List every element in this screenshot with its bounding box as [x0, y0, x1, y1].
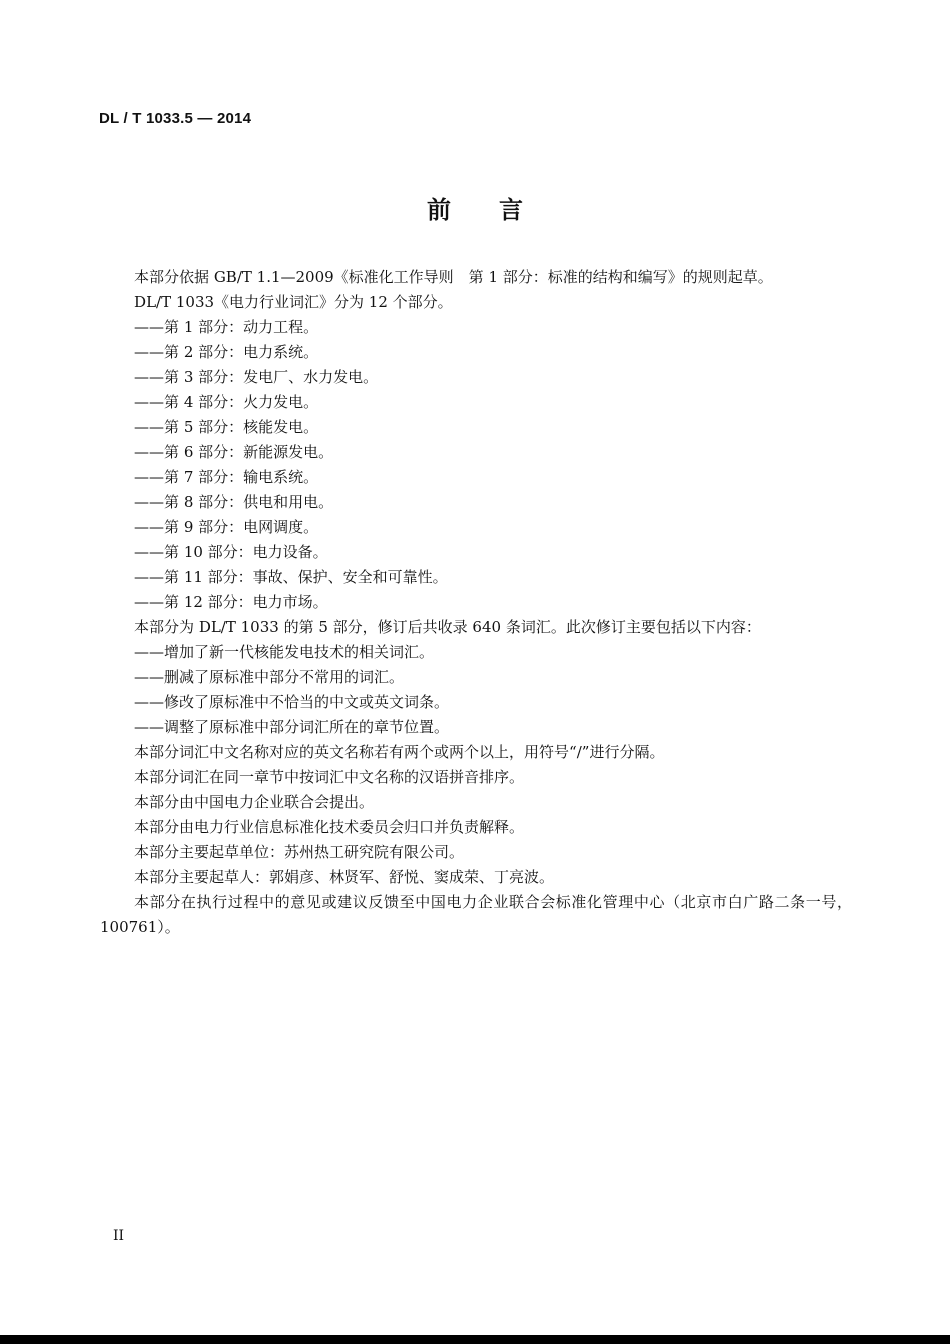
list-item: ——调整了原标准中部分词汇所在的章节位置。 [134, 718, 450, 736]
paragraph: 本部分主要起草人：郭娟彦、林贤军、舒悦、窦成荣、丁亮波。 [134, 868, 555, 886]
list-item: ——第 8 部分：供电和用电。 [134, 493, 334, 511]
title-char-1: 前 [427, 196, 451, 224]
list-item: ——第 1 部分：动力工程。 [134, 318, 319, 336]
page-title [0, 190, 950, 225]
paragraph: 本部分词汇在同一章节中按词汇中文名称的汉语拼音排序。 [134, 768, 525, 786]
list-item: ——删减了原标准中部分不常用的词汇。 [134, 668, 405, 686]
list-item: ——第 4 部分：火力发电。 [134, 393, 319, 411]
list-item: ——增加了新一代核能发电技术的相关词汇。 [134, 643, 435, 661]
paragraph: 本部分为 DL/T 1033 的第 5 部分，修订后共收录 640 条词汇。此次修订主要包括以下内容： [134, 618, 761, 636]
list-item: ——第 10 部分：电力设备。 [134, 543, 328, 561]
paragraph: 本部分由中国电力企业联合会提出。 [134, 793, 375, 811]
list-item: ——第 7 部分：输电系统。 [134, 468, 319, 486]
paragraph: 本部分由电力行业信息标准化技术委员会归口并负责解释。 [134, 818, 525, 836]
list-item: ——修改了原标准中不恰当的中文或英文词条。 [134, 693, 450, 711]
list-item: ——第 2 部分：电力系统。 [134, 343, 319, 361]
list-item: ——第 12 部分：电力市场。 [134, 593, 328, 611]
list-item: ——第 9 部分：电网调度。 [134, 518, 319, 536]
list-item: ——第 3 部分：发电厂、水力发电。 [134, 368, 379, 386]
title-char-2: 言 [499, 196, 523, 224]
list-item: ——第 5 部分：核能发电。 [134, 418, 319, 436]
standard-code: DL / T 1033.5 — 2014 [99, 110, 252, 127]
bottom-border [0, 1335, 950, 1344]
foreword-body [100, 265, 852, 940]
paragraph: 本部分在执行过程中的意见或建议反馈至中国电力企业联合会标准化管理中心（北京市白广路二条一号，100761）。 [100, 893, 852, 936]
paragraph: DL/T 1033《电力行业词汇》分为 12 个部分。 [134, 293, 453, 311]
page-number: II [113, 1228, 125, 1244]
list-item: ——第 6 部分：新能源发电。 [134, 443, 334, 461]
paragraph: 本部分依据 GB/T 1.1—2009《标准化工作导则 第 1 部分：标准的结构和编写》的规则起草。 [134, 268, 773, 286]
list-item: ——第 11 部分：事故、保护、安全和可靠性。 [134, 568, 448, 586]
paragraph: 本部分主要起草单位：苏州热工研究院有限公司。 [134, 843, 465, 861]
paragraph: 本部分词汇中文名称对应的英文名称若有两个或两个以上，用符号“/”进行分隔。 [134, 743, 665, 761]
